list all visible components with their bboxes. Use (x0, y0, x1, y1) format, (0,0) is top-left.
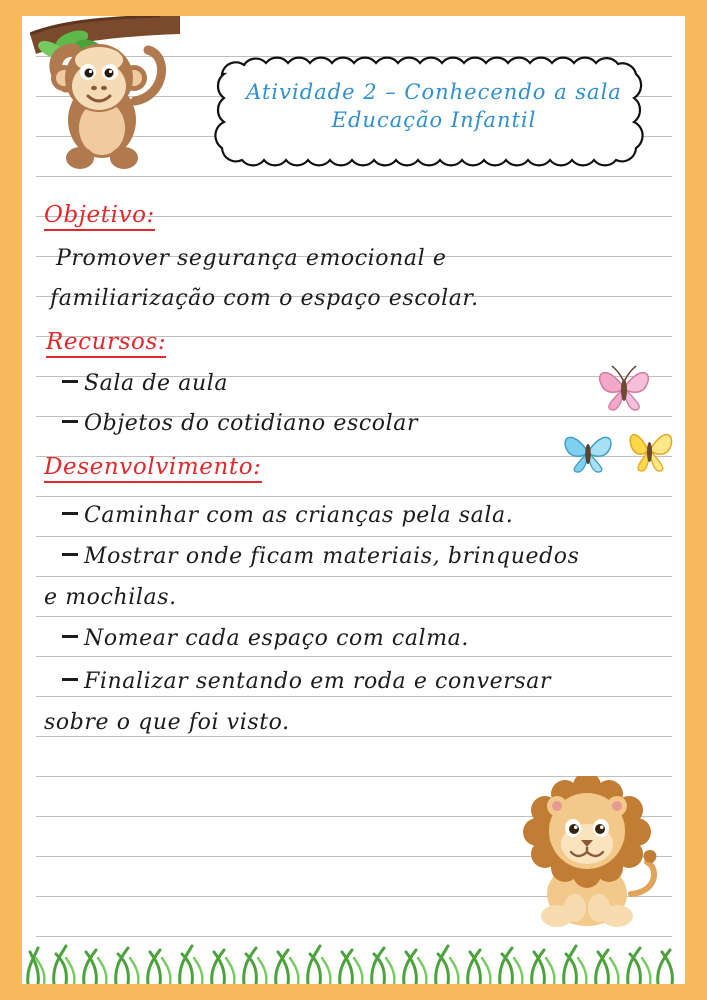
rule-line (36, 576, 672, 577)
recursos-item-2: Objetos do cotidiano escolar (62, 411, 418, 436)
paper-sheet (22, 16, 685, 984)
bullet-dash (62, 380, 78, 383)
objetivo-line-2: familiarização com o espaço escolar. (50, 286, 479, 311)
desenvolvimento-item-4: Finalizar sentando em roda e conversar (62, 669, 551, 694)
rule-line (36, 536, 672, 537)
rule-line (36, 696, 672, 697)
title-line-1: Atividade 2 – Conhecendo a sala (246, 80, 622, 104)
section-heading-objetivo: Objetivo: (44, 202, 155, 228)
desenvolvimento-item-3: Nomear cada espaço com calma. (62, 626, 469, 651)
desenvolvimento-item-4-cont: sobre o que foi visto. (44, 710, 290, 735)
butterfly-yellow (622, 420, 680, 474)
grass-border (22, 932, 685, 984)
desenvolvimento-item-2-cont: e mochilas. (44, 585, 177, 610)
rule-line (36, 656, 672, 657)
section-heading-recursos: Recursos: (46, 329, 166, 355)
bullet-dash (62, 512, 78, 515)
recursos-item-1: Sala de aula (62, 371, 228, 396)
title-banner (204, 52, 664, 177)
desenvolvimento-item-2: Mostrar onde ficam materiais, brinquedos (62, 544, 580, 569)
section-heading-desenvolvimento: Desenvolvimento: (44, 454, 262, 480)
rule-line (36, 736, 672, 737)
butterfly-blue (558, 426, 618, 474)
bullet-dash (62, 635, 78, 638)
bullet-dash (62, 678, 78, 681)
rule-line (36, 496, 672, 497)
butterfly-pink (592, 360, 656, 412)
bullet-dash (62, 553, 78, 556)
rule-line (36, 616, 672, 617)
bullet-dash (62, 420, 78, 423)
title-line-2: Educação Infantil (331, 108, 537, 133)
lion-illustration (507, 776, 667, 936)
objetivo-line-1: Promover segurança emocional e (56, 246, 447, 271)
desenvolvimento-item-1: Caminhar com as crianças pela sala. (62, 503, 513, 528)
monkey-illustration (30, 16, 180, 186)
